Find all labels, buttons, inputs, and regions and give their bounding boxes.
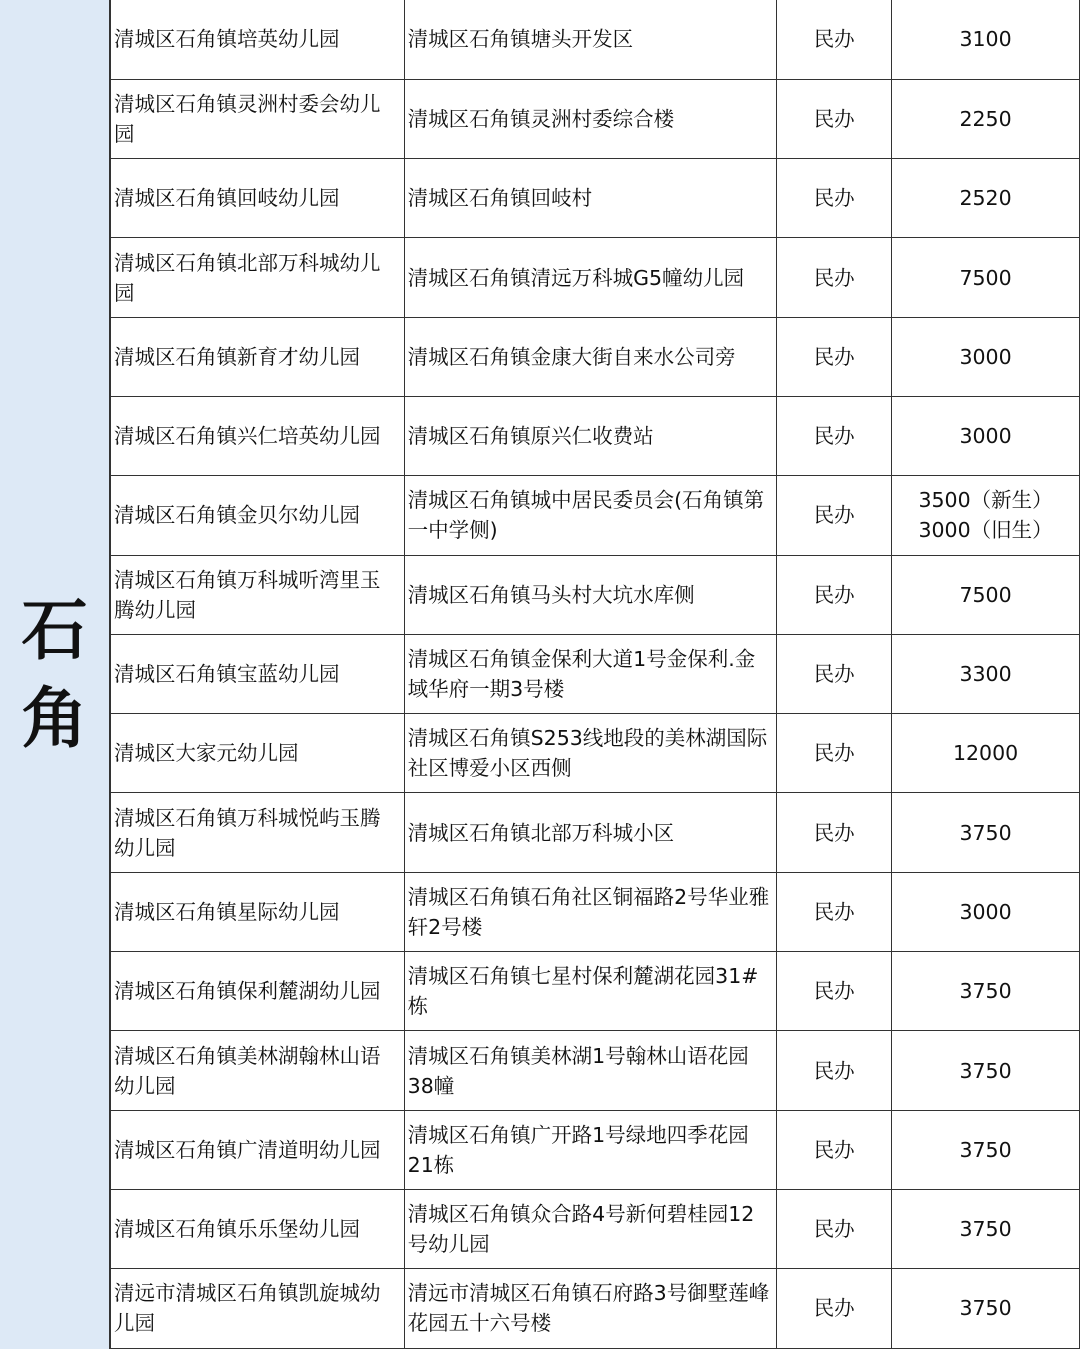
table-row bbox=[111, 317, 1080, 396]
fee-value: 3750 bbox=[959, 820, 1012, 845]
table-row bbox=[111, 159, 1080, 238]
fee-value: 2520 bbox=[959, 186, 1012, 211]
fee-value: 3750 bbox=[959, 979, 1012, 1004]
table-row bbox=[111, 952, 1080, 1031]
kindergarten-fee bbox=[892, 79, 1080, 158]
table-body bbox=[111, 0, 1080, 1348]
kindergarten-type: 民办 bbox=[777, 1269, 892, 1348]
kindergarten-table bbox=[110, 0, 1080, 1349]
table-row bbox=[111, 793, 1080, 872]
kindergarten-name: 清城区石角镇培英幼儿园 bbox=[111, 0, 405, 79]
kindergarten-name: 清城区石角镇灵洲村委会幼儿园 bbox=[111, 79, 405, 158]
table-row bbox=[111, 79, 1080, 158]
kindergarten-fee bbox=[892, 1189, 1080, 1268]
kindergarten-address: 清城区石角镇七星村保利麓湖花园31#栋 bbox=[404, 952, 777, 1031]
fee-value: 3100 bbox=[959, 27, 1012, 52]
kindergarten-type: 民办 bbox=[777, 0, 892, 79]
kindergarten-name: 清城区石角镇回岐幼儿园 bbox=[111, 159, 405, 238]
table-row bbox=[111, 1269, 1080, 1348]
kindergarten-fee bbox=[892, 238, 1080, 317]
kindergarten-address: 清城区石角镇美林湖1号翰林山语花园38幢 bbox=[404, 1031, 777, 1110]
kindergarten-name: 清城区石角镇兴仁培英幼儿园 bbox=[111, 396, 405, 475]
kindergarten-type: 民办 bbox=[777, 317, 892, 396]
kindergarten-type: 民办 bbox=[777, 79, 892, 158]
kindergarten-fee bbox=[892, 634, 1080, 713]
table-row bbox=[111, 0, 1080, 79]
table-row bbox=[111, 1189, 1080, 1268]
kindergarten-type: 民办 bbox=[777, 952, 892, 1031]
kindergarten-type: 民办 bbox=[777, 793, 892, 872]
fee-value: 7500 bbox=[959, 582, 1012, 607]
kindergarten-fee bbox=[892, 952, 1080, 1031]
kindergarten-fee bbox=[892, 1110, 1080, 1189]
fee-value: 3000 bbox=[959, 899, 1012, 924]
kindergarten-fee bbox=[892, 1269, 1080, 1348]
kindergarten-address: 清城区石角镇回岐村 bbox=[404, 159, 777, 238]
kindergarten-name: 清城区石角镇保利麓湖幼儿园 bbox=[111, 952, 405, 1031]
fee-value: 7500 bbox=[959, 265, 1012, 290]
kindergarten-address: 清城区石角镇金保利大道1号金保利.金域华府一期3号楼 bbox=[404, 634, 777, 713]
fee-value: 3750 bbox=[959, 1058, 1012, 1083]
table-row bbox=[111, 872, 1080, 951]
kindergarten-name: 清城区石角镇美林湖翰林山语幼儿园 bbox=[111, 1031, 405, 1110]
kindergarten-fee bbox=[892, 872, 1080, 951]
table-row bbox=[111, 476, 1080, 555]
kindergarten-type: 民办 bbox=[777, 1031, 892, 1110]
kindergarten-type: 民办 bbox=[777, 714, 892, 793]
kindergarten-fee bbox=[892, 476, 1080, 555]
kindergarten-fee bbox=[892, 317, 1080, 396]
kindergarten-address: 清城区石角镇众合路4号新何碧桂园12号幼儿园 bbox=[404, 1189, 777, 1268]
table-row bbox=[111, 396, 1080, 475]
kindergarten-name: 清远市清城区石角镇凯旋城幼儿园 bbox=[111, 1269, 405, 1348]
kindergarten-name: 清城区石角镇乐乐堡幼儿园 bbox=[111, 1189, 405, 1268]
kindergarten-name: 清城区石角镇万科城悦屿玉腾幼儿园 bbox=[111, 793, 405, 872]
kindergarten-type: 民办 bbox=[777, 555, 892, 634]
fee-value: 3750 bbox=[959, 1217, 1012, 1242]
fee-value: 2250 bbox=[959, 106, 1012, 131]
fee-value: 3500（新生） bbox=[918, 488, 1053, 513]
kindergarten-name: 清城区石角镇星际幼儿园 bbox=[111, 872, 405, 951]
kindergarten-name: 清城区石角镇宝蓝幼儿园 bbox=[111, 634, 405, 713]
district-column bbox=[0, 0, 110, 1349]
kindergarten-fee bbox=[892, 159, 1080, 238]
kindergarten-name: 清城区石角镇金贝尔幼儿园 bbox=[111, 476, 405, 555]
kindergarten-address: 清城区石角镇清远万科城G5幢幼儿园 bbox=[404, 238, 777, 317]
kindergarten-address: 清城区石角镇广开路1号绿地四季花园21栋 bbox=[404, 1110, 777, 1189]
kindergarten-address: 清城区石角镇石角社区铜福路2号华业雅轩2号楼 bbox=[404, 872, 777, 951]
kindergarten-address: 清城区石角镇北部万科城小区 bbox=[404, 793, 777, 872]
district-label: 石角 bbox=[21, 591, 88, 757]
table-row bbox=[111, 634, 1080, 713]
kindergarten-fee bbox=[892, 714, 1080, 793]
fee-value: 3300 bbox=[959, 662, 1012, 687]
table-row bbox=[111, 238, 1080, 317]
kindergarten-type: 民办 bbox=[777, 159, 892, 238]
kindergarten-type: 民办 bbox=[777, 872, 892, 951]
kindergarten-name: 清城区石角镇万科城听湾里玉腾幼儿园 bbox=[111, 555, 405, 634]
kindergarten-address: 清城区石角镇塘头开发区 bbox=[404, 0, 777, 79]
kindergarten-fee bbox=[892, 396, 1080, 475]
fee-value: 3000 bbox=[959, 344, 1012, 369]
kindergarten-address: 清城区石角镇灵洲村委综合楼 bbox=[404, 79, 777, 158]
kindergarten-type: 民办 bbox=[777, 238, 892, 317]
fee-value: 3000（旧生） bbox=[918, 518, 1053, 543]
kindergarten-type: 民办 bbox=[777, 396, 892, 475]
kindergarten-address: 清城区石角镇马头村大坑水库侧 bbox=[404, 555, 777, 634]
kindergarten-name: 清城区石角镇新育才幼儿园 bbox=[111, 317, 405, 396]
kindergarten-name: 清城区石角镇北部万科城幼儿园 bbox=[111, 238, 405, 317]
table-row bbox=[111, 1031, 1080, 1110]
fee-value: 3750 bbox=[959, 1296, 1012, 1321]
fee-value: 3000 bbox=[959, 424, 1012, 449]
kindergarten-fee bbox=[892, 555, 1080, 634]
kindergarten-fee bbox=[892, 0, 1080, 79]
kindergarten-address: 清城区石角镇金康大街自来水公司旁 bbox=[404, 317, 777, 396]
fee-value: 12000 bbox=[952, 741, 1019, 766]
table-row bbox=[111, 555, 1080, 634]
table-row bbox=[111, 714, 1080, 793]
kindergarten-fee bbox=[892, 1031, 1080, 1110]
kindergarten-name: 清城区大家元幼儿园 bbox=[111, 714, 405, 793]
fee-value: 3750 bbox=[959, 1137, 1012, 1162]
kindergarten-type: 民办 bbox=[777, 1189, 892, 1268]
kindergarten-address: 清城区石角镇城中居民委员会(石角镇第一中学侧) bbox=[404, 476, 777, 555]
kindergarten-name: 清城区石角镇广清道明幼儿园 bbox=[111, 1110, 405, 1189]
table-row bbox=[111, 1110, 1080, 1189]
kindergarten-address: 清城区石角镇原兴仁收费站 bbox=[404, 396, 777, 475]
kindergarten-address: 清远市清城区石角镇石府路3号御墅莲峰花园五十六号楼 bbox=[404, 1269, 777, 1348]
kindergarten-type: 民办 bbox=[777, 1110, 892, 1189]
kindergarten-type: 民办 bbox=[777, 634, 892, 713]
kindergarten-fee bbox=[892, 793, 1080, 872]
kindergarten-address: 清城区石角镇S253线地段的美林湖国际社区博爱小区西侧 bbox=[404, 714, 777, 793]
kindergarten-type: 民办 bbox=[777, 476, 892, 555]
